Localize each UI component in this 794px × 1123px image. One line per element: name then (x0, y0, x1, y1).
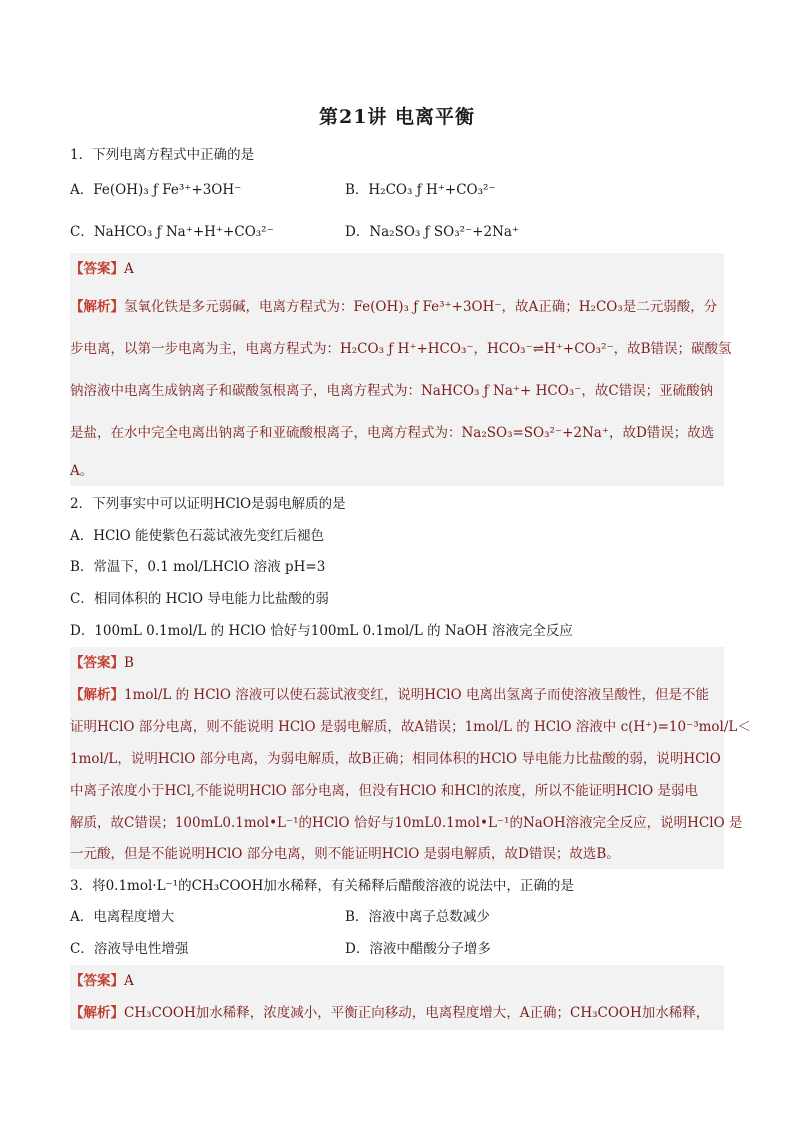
q2-analysis-line: 1mol/L，说明HClO 部分电离，为弱电解质，故B正确；相同体积的HClO 导电能力比盐酸的弱，说明HClO (70, 751, 721, 767)
q2-analysis-line (70, 685, 709, 705)
q2-analysis-line: 证明HClO 部分电离，则不能说明 HClO 是弱电解质，故A错误；1mol/L 的 HClO 溶液中 c(H⁺)=10⁻³mol/L＜ (70, 719, 751, 735)
q1-analysis-line: 步电离，以第一步电离为主，电离方程式为：H₂CO₃ ƒ H⁺+HCO₃⁻，HCO₃⁻⇌H⁺+CO₃²⁻，故B错误；碳酸氢 (70, 341, 732, 357)
analysis-text: 1mol/L 的 HClO 溶液可以使石蕊试液变红，说明HClO 电离出氢离子而使溶液呈酸性，但是不能 (124, 687, 709, 703)
analysis-tag: 【解析】 (70, 687, 124, 703)
q3-answer (70, 971, 134, 991)
q2-option-a: A．HClO 能使紫色石蕊试液先变红后褪色 (70, 528, 325, 544)
q3-option-b: B．溶液中离子总数减少 (345, 909, 490, 925)
q1-option-c: C．NaHCO₃ ƒ Na⁺+H⁺+CO₃²⁻ (70, 224, 274, 240)
q2-answer (70, 653, 134, 673)
answer-tag: 【答案】 (70, 655, 124, 671)
q1-analysis-line: 是盐，在水中完全电离出钠离子和亚硫酸根离子，电离方程式为：Na₂SO₃=SO₃²⁻+2Na⁺，故D错误；故选 (70, 425, 715, 441)
q3-option-c: C．溶液导电性增强 (70, 941, 189, 957)
q1-analysis-line: A。 (70, 463, 94, 479)
page-title: 第21讲 电离平衡 (318, 106, 476, 128)
q1-stem: 1．下列电离方程式中正确的是 (70, 147, 255, 163)
q1-answer (70, 259, 134, 279)
q2-option-c: C．相同体积的 HClO 导电能力比盐酸的弱 (70, 591, 329, 607)
analysis-tag: 【解析】 (70, 1005, 124, 1021)
q1-option-d: D．Na₂SO₃ ƒ SO₃²⁻+2Na⁺ (345, 224, 520, 240)
q3-analysis-line (70, 1003, 709, 1023)
answer-tag: 【答案】 (70, 261, 124, 277)
q1-option-a: A．Fe(OH)₃ ƒ Fe³⁺+3OH⁻ (70, 182, 242, 198)
q1-answer-box (70, 253, 724, 486)
q2-analysis-line: 一元酸，但是不能说明HClO 部分电离，则不能证明HClO 是弱电解质，故D错误；故选B。 (70, 846, 620, 862)
q3-option-a: A．电离程度增大 (70, 909, 175, 925)
q1-analysis-line: 钠溶液中电离生成钠离子和碳酸氢根离子，电离方程式为：NaHCO₃ ƒ Na⁺+ HCO₃⁻，故C错误；亚硫酸钠 (70, 383, 714, 399)
analysis-text: CH₃COOH加水稀释，浓度减小，平衡正向移动，电离程度增大，A正确；CH₃COOH加水稀释， (124, 1005, 710, 1021)
q3-option-d: D．溶液中醋酸分子增多 (345, 941, 491, 957)
answer-value: B (124, 655, 134, 671)
q2-analysis-line: 解质，故C错误；100mL0.1mol•L⁻¹的HClO 恰好与10mL0.1mol•L⁻¹的NaOH溶液完全反应，说明HClO 是 (70, 815, 743, 831)
q1-option-b: B．H₂CO₃ ƒ H⁺+CO₃²⁻ (345, 182, 496, 198)
answer-tag: 【答案】 (70, 973, 124, 989)
q3-stem: 3．将0.1mol·L⁻¹的CH₃COOH加水稀释，有关稀释后醋酸溶液的说法中，正确的是 (70, 878, 574, 894)
q2-option-d: D．100mL 0.1mol/L 的 HClO 恰好与100mL 0.1mol/L 的 NaOH 溶液完全反应 (70, 623, 573, 639)
answer-value: A (124, 261, 134, 277)
analysis-text: 氢氧化铁是多元弱碱，电离方程式为：Fe(OH)₃ ƒ Fe³⁺+3OH⁻，故A正确；H₂CO₃是二元弱酸，分 (124, 299, 718, 315)
answer-value: A (124, 973, 134, 989)
q2-stem: 2．下列事实中可以证明HClO是弱电解质的是 (70, 496, 346, 512)
q1-analysis-line (70, 297, 717, 317)
analysis-tag: 【解析】 (70, 299, 124, 315)
q2-option-b: B．常温下，0.1 mol/LHClO 溶液 pH=3 (70, 559, 326, 575)
q2-analysis-line: 中离子浓度小于HCl,不能说明HClO 部分电离，但没有HClO 和HCl的浓度，所以不能证明HClO 是弱电 (70, 783, 698, 799)
